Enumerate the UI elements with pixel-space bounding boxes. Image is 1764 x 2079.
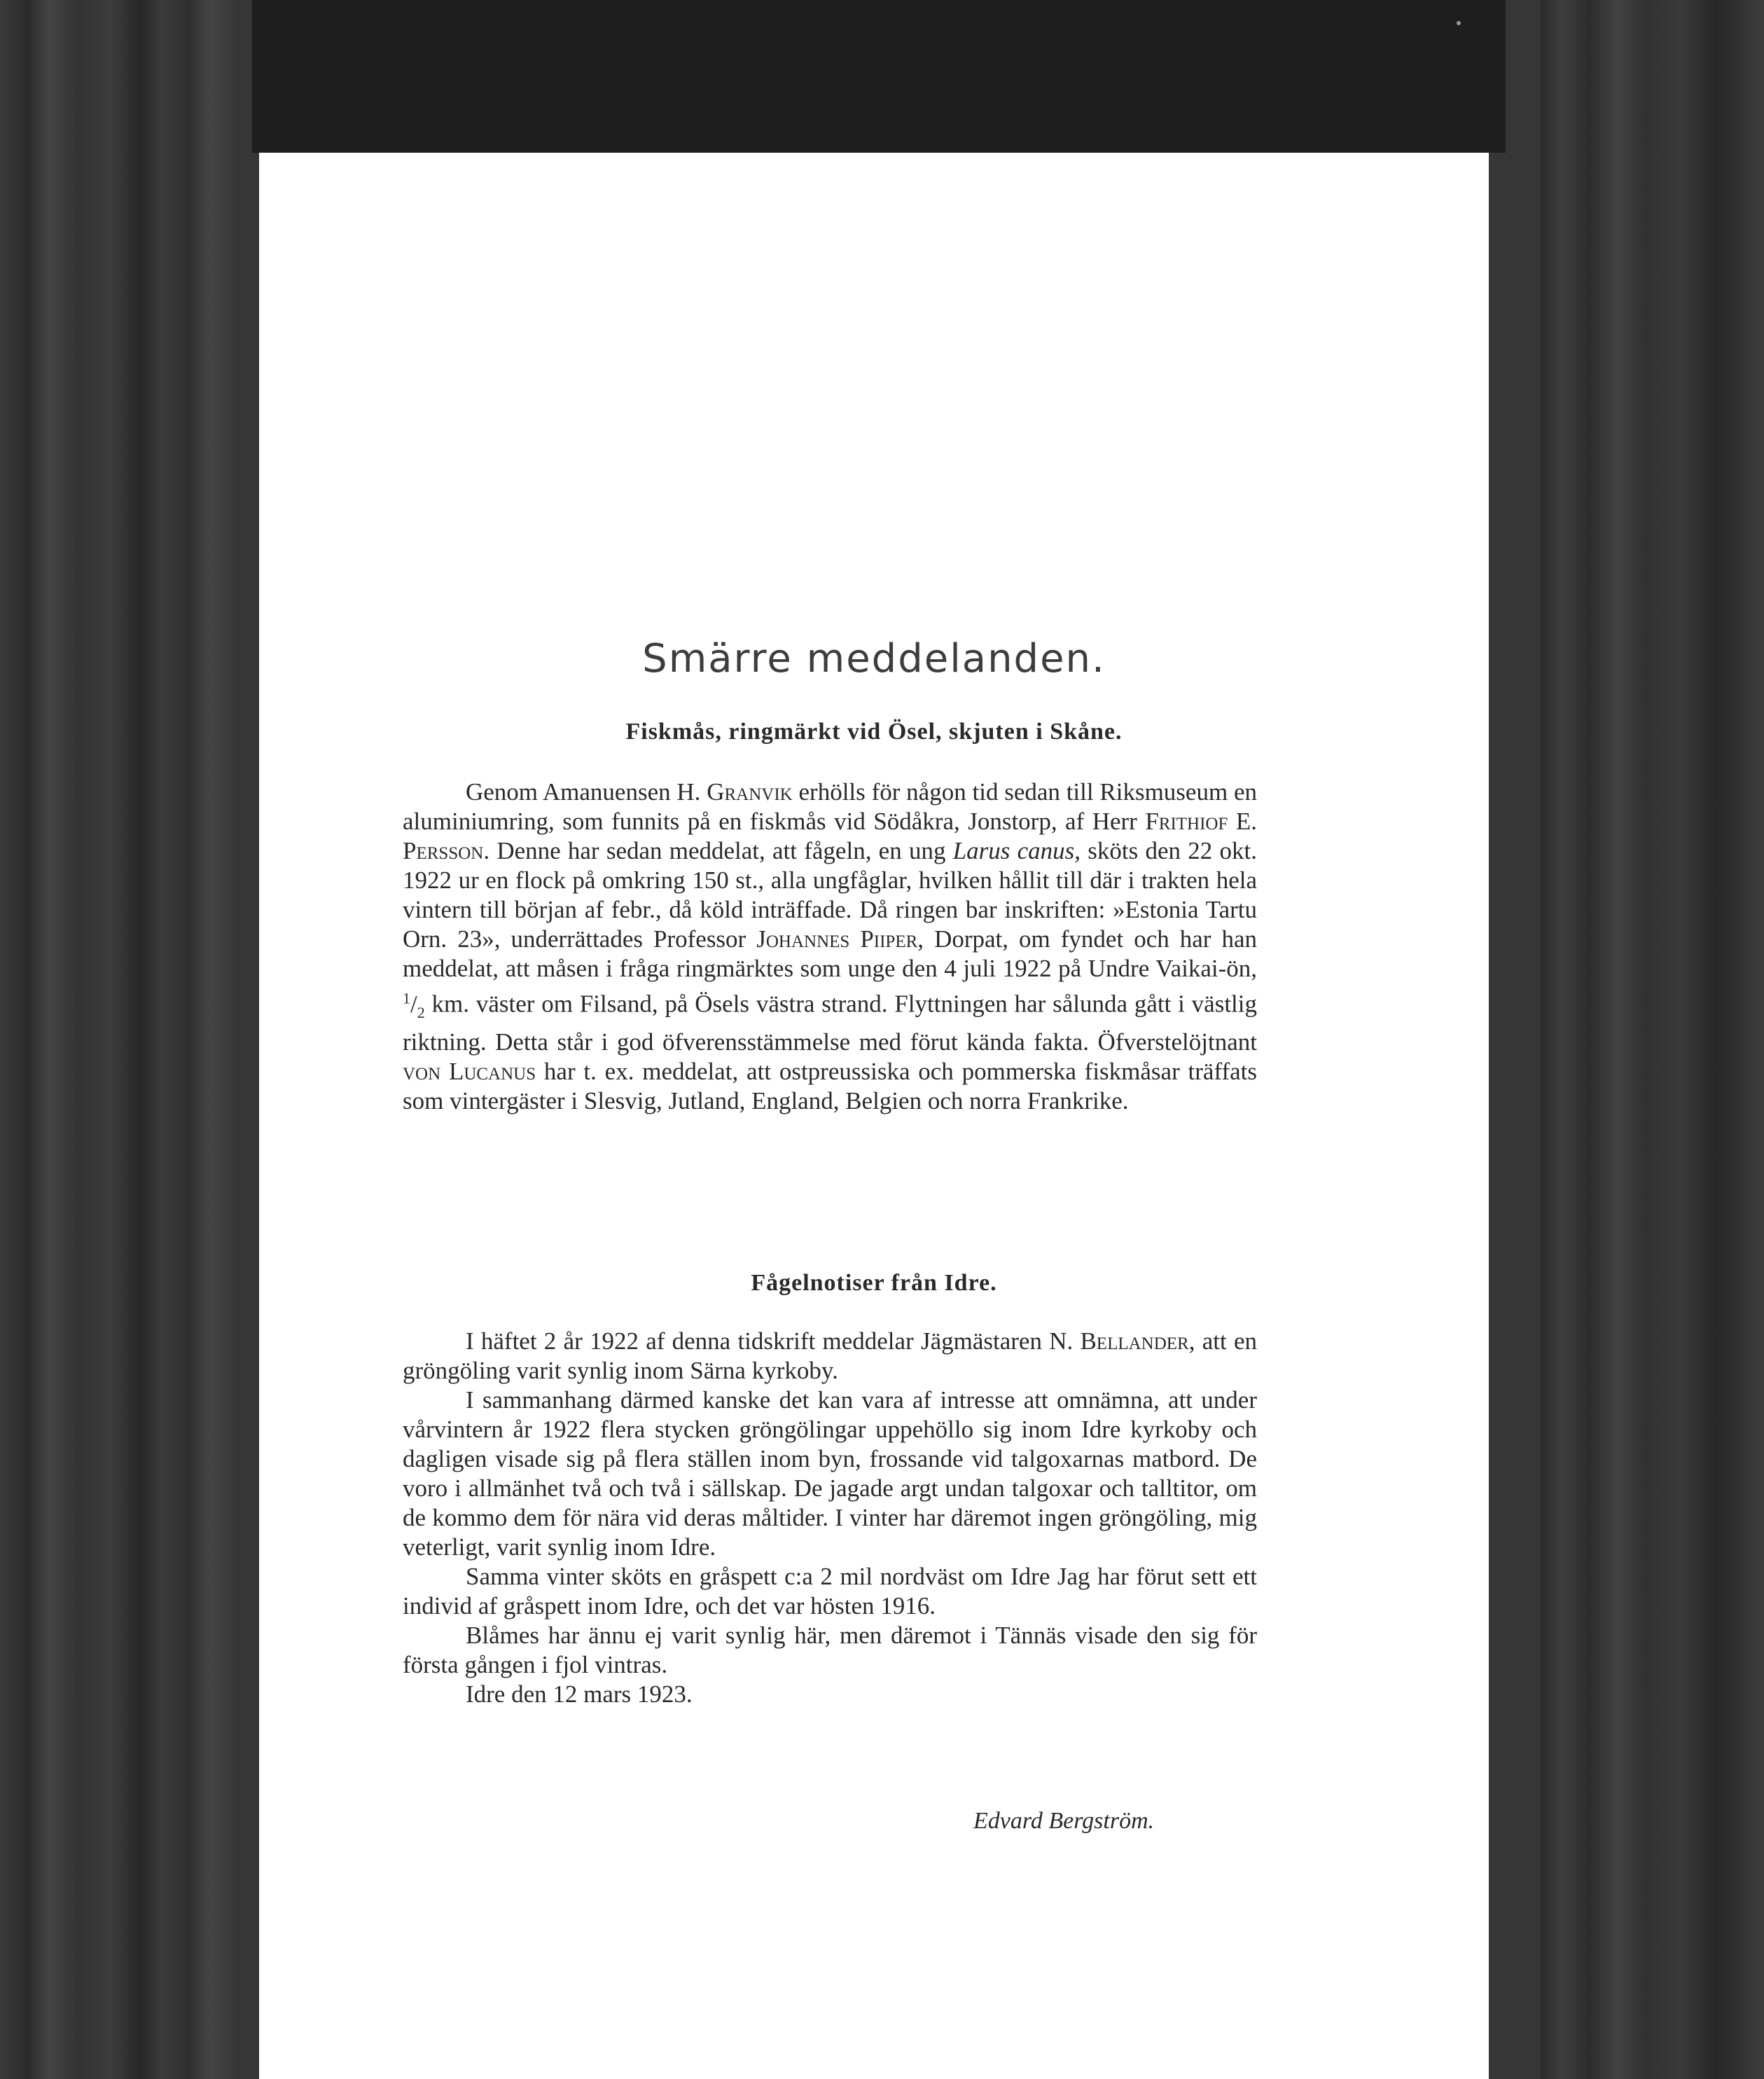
text-run: I häftet 2 år 1922 af denna tidskrift meddelar Jägmästaren N. — [466, 1327, 1081, 1355]
person-name: Frithiof — [1145, 808, 1228, 835]
document-page — [259, 153, 1489, 2079]
species-name: Larus canus, — [952, 837, 1081, 864]
person-name: Granvik — [707, 778, 793, 806]
person-name: Johannes Piiper — [756, 925, 918, 953]
article2-paragraph-4: Blåmes har ännu ej varit synlig här, men däremot i Tännäs visade den sig för första gången i fjol vintras. — [403, 1622, 1257, 1678]
text-run: km. väster om Filsand, på Ösels västra strand. Flyttningen har sålunda gått i västlig riktning. Detta står i god öfverensstämmelse med förut kända fakta. Öfverstelöjtnant — [403, 990, 1257, 1056]
text-run: , att en gröngöling varit synlig inom Särna kyrkoby. — [403, 1327, 1257, 1384]
fraction-numerator: 1 — [403, 989, 410, 1007]
person-name: Persson — [403, 837, 484, 864]
article2-paragraph-2: I sammanhang därmed kanske det kan vara af intresse att omnämna, att under vårvintern år 1922 flera stycken gröngölingar uppehöllo sig inom Idre kyrkoby och dagligen visade sig på flera ställen inom byn, frossande vid talgoxarnas matbord. De voro i allmänhet två och två i sällskap. De jagade argt undan talgoxar och talltitor, om de kommo dem för nära vid deras måltider. I vinter har däremot ingen gröngöling, mig veterligt, varit synlig inom Idre. — [403, 1386, 1257, 1561]
article1-heading: Fiskmås, ringmärkt vid Ösel, skjuten i Skåne. — [625, 719, 1123, 745]
article2-paragraph-3: Samma vinter sköts en gråspett c:a 2 mil nordväst om Idre Jag har förut sett ett individ af gråspett inom Idre, och det var hösten 1916. — [403, 1563, 1257, 1619]
article1-paragraph — [403, 778, 1257, 1116]
dust-speck — [1457, 21, 1461, 25]
article2-dateline: Idre den 12 mars 1923. — [466, 1680, 693, 1708]
text-run: , Dorpat, om fyndet och har han meddelat, att måsen i fråga ringmärktes som unge den 4 juli 1922 på Undre Vaikai-ön, — [403, 925, 1257, 982]
text-run: har t. ex. meddelat, att ostpreussiska och pommerska fiskmåsar träffats som vintergäster i Slesvig, Jutland, England, Belgien och norra Frankrike. — [403, 1057, 1258, 1114]
fraction-denominator: 2 — [417, 1003, 425, 1021]
article2-paragraph-1 — [403, 1327, 1257, 1386]
page-title: Smärre meddelanden. — [642, 636, 1106, 682]
text-run: . Denne har sedan meddelat, att fågeln, en ung — [483, 837, 953, 864]
page-top-shadow — [252, 0, 1506, 153]
article1-body — [403, 778, 1257, 1116]
person-name: von Lucanus — [403, 1057, 536, 1085]
text-run: E. — [1228, 808, 1257, 835]
text-run: Genom Amanuensen H. — [466, 778, 707, 806]
article2-body — [403, 1327, 1257, 1709]
text-run: erhölls för någon tid sedan till Riksmuseum en aluminiumring, som funnits på en fiskmås vid Södåkra, Jonstorp, af Herr — [403, 778, 1258, 835]
scanner-background-right — [1541, 0, 1764, 2079]
text-run: sköts den 22 okt. 1922 ur en flock på omkring 150 st., alla ungfåglar, hvilken hållit till där i trakten hela vintern till början af febr., då köld inträffade. Då ringen bar inskriften: »Estonia Tartu Orn. 23», underrättades Professor — [403, 837, 1257, 953]
fraction: $^1/_2$ — [403, 989, 425, 1021]
author-signature: Edvard Bergström. — [973, 1808, 1155, 1834]
person-name: Bellander — [1080, 1327, 1189, 1355]
article2-heading: Fågelnotiser från Idre. — [751, 1270, 997, 1296]
